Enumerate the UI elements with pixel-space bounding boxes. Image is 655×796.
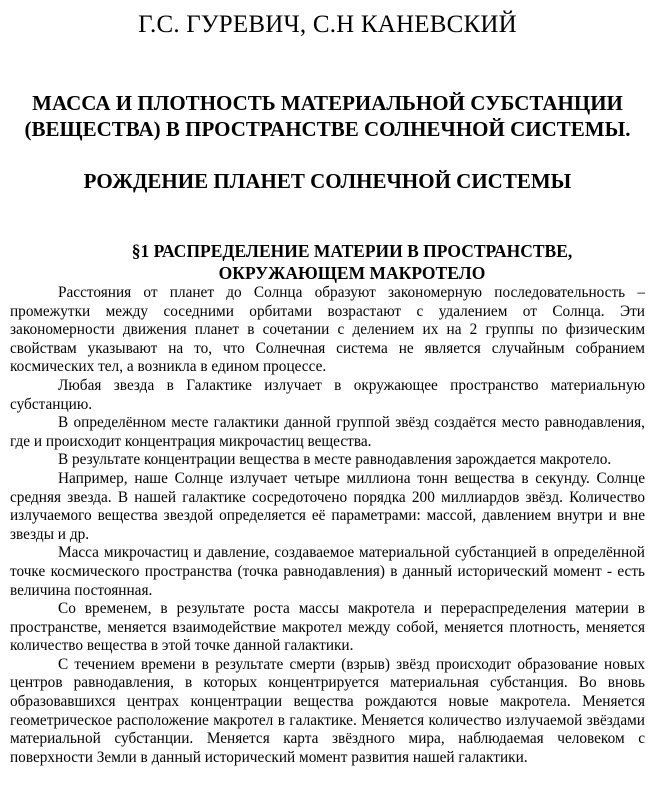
paragraph: С течением времени в результате смерти (взрыв) звёзд происходит образование новых центров равнодавления, в которых концентрируется материальная субстанция. Во вновь образовавшихся центрах концентрации вещества рождаются новые макротела. Меняется геометрическое расположение макротел в галактике. Меняется количество излучаемой звёздами материальной субстанции. Меняется карта звёздного мира, наблюдаемая человеком с поверхности Земли в данный исторический момент развития нашей галактики. [10,655,645,766]
document-title-line: (ВЕЩЕСТВА) В ПРОСТРАНСТВЕ СОЛНЕЧНОЙ СИСТЕМЫ. [24,117,631,141]
paragraph: Со временем, в результате роста массы макротела и перераспределения материи в пространстве, меняется взаимодействие макротел между собой, меняется плотность, меняется количество вещества в этой точке данной галактики. [10,600,645,655]
document-title-line: МАССА И ПЛОТНОСТЬ МАТЕРИАЛЬНОЙ СУБСТАНЦИИ [32,91,623,115]
paragraph: В результате концентрации вещества в месте равнодавления зарождается макротело. [58,451,612,469]
paragraph: Любая звезда в Галактике излучает в окружающее пространство материальную субстанцию. [10,376,645,413]
section-heading [10,194,612,284]
paragraph: Масса микрочастиц и давление, создаваемое материальной субстанцией в определённой точке космического пространства (точка равнодавления) в данный исторический момент - есть величина постоянная. [10,544,645,599]
document-subtitle: РОЖДЕНИЕ ПЛАНЕТ СОЛНЕЧНОЙ СИСТЕМЫ [83,169,572,193]
section-heading-line: ОКРУЖАЮЩЕМ МАКРОТЕЛО [218,263,486,283]
paragraph: Например, наше Солнце излучает четыре миллиона тонн вещества в секунду. Солнце средняя звезда. В нашей галактике сосредоточено порядка 200 миллиардов звёзд. Количество излучаемого вещества звездой определяется её параметрами: массой, давлением внутри и вне звезды и др. [10,469,645,543]
section-heading-line: §1 РАСПРЕДЕЛЕНИЕ МАТЕРИИ В ПРОСТРАНСТВЕ, [131,241,573,261]
authors-line: Г.С. ГУРЕВИЧ, С.Н КАНЕВСКИЙ [138,11,517,38]
document-title [10,50,645,142]
paragraph: Расстояния от планет до Солнца образуют закономерную последовательность – промежутки между соседними орбитами возрастают с удалением от Солнца. Эти закономерности движения планет в сочетании с делением их на 2 группы по физическим свойствам указывают на то, что Солнечная система не является случайным собранием космических тел, а возникла в едином процессе. [10,284,645,376]
paragraph: В определённом месте галактики данной группой звёзд создаётся место равнодавления, где и происходит концентрация микрочастиц вещества. [10,414,645,450]
body-text [10,284,645,767]
